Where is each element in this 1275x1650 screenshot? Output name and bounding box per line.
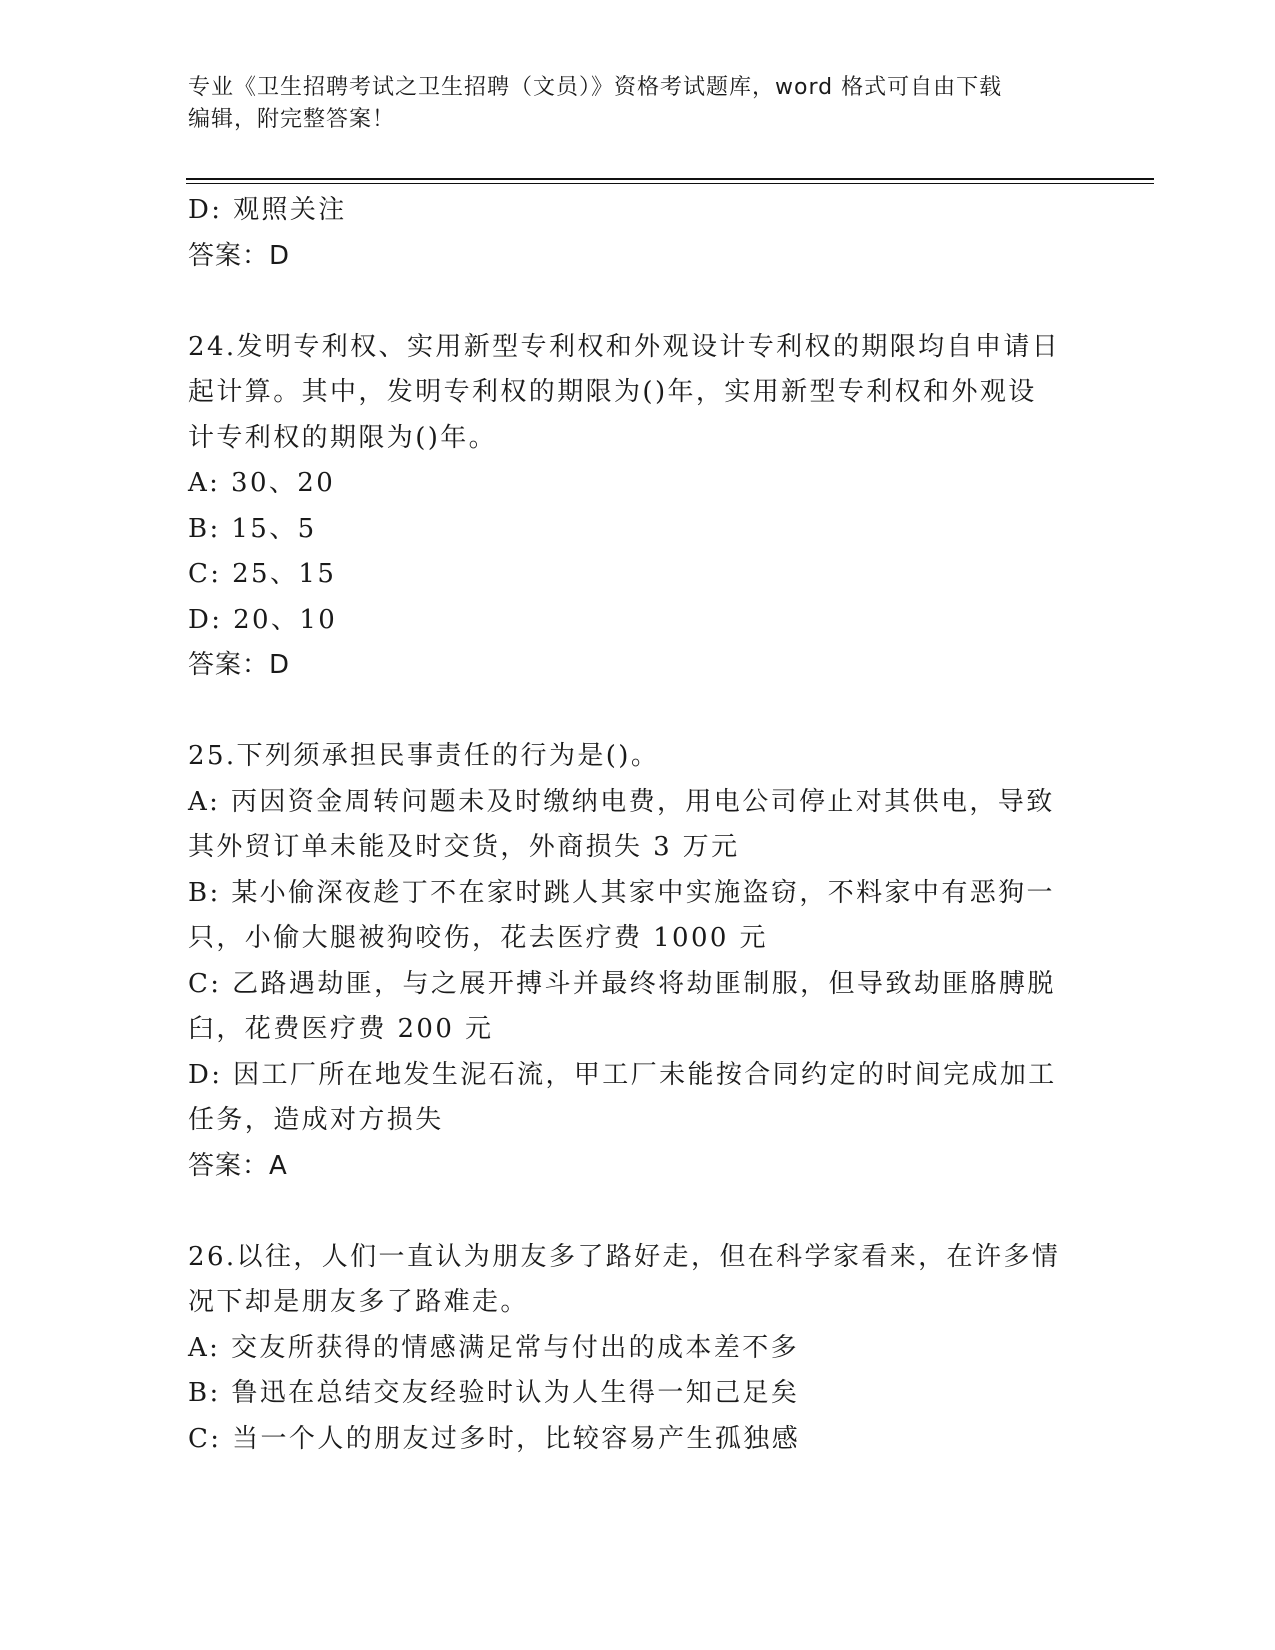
spacer [188,1189,1088,1235]
option-d: D: 观照关注 [188,195,347,225]
question-stem-line: 25.下列须承担民事责任的行为是()。 [188,741,660,771]
question-stem-line: 起计算。其中，发明专利权的期限为()年，实用新型专利权和外观设 [188,377,1037,407]
header-line-2: 编辑，附完整答案！ [188,107,396,132]
question-24 [188,325,1088,689]
answer-line: 答案：D [188,650,291,680]
option-a-line-2: 其外贸订单未能及时交货，外商损失 3 万元 [188,832,740,862]
page-header [188,72,1088,136]
option-b-line-2: 只，小偷大腿被狗咬伤，花去医疗费 1000 元 [188,923,768,953]
question-stem-line: 26.以往，人们一直认为朋友多了路好走，但在科学家看来，在许多情 [188,1241,1061,1272]
option-b-line-1: B: 某小偷深夜趁丁不在家时跳人其家中实施盗窃，不料家中有恶狗一 [188,877,1055,908]
option-b: B: 15、5 [188,513,317,544]
option-d-line-2: 任务，造成对方损失 [188,1105,444,1135]
question-stem-line: 计专利权的期限为()年。 [188,422,498,453]
option-d: D: 20、10 [188,604,338,635]
question-25 [188,734,1088,1189]
question-content [188,188,1088,1462]
spacer [188,279,1088,325]
answer-line: 答案：A [188,1150,288,1181]
option-b: B: 鲁迅在总结交友经验时认为人生得一知己足矣 [188,1378,800,1408]
option-c: C: 25、15 [188,559,337,589]
answer-line: 答案：D [188,240,291,271]
header-line-1: 专业《卫生招聘考试之卫生招聘（文员）》资格考试题库，word 格式可自由下载 [188,75,1003,100]
spacer [188,689,1088,735]
option-d-line-1: D: 因工厂所在地发生泥石流，甲工厂未能按合同约定的时间完成加工 [188,1059,1057,1090]
option-c-line-1: C: 乙路遇劫匪，与之展开搏斗并最终将劫匪制服，但导致劫匪胳膊脱 [188,968,1056,999]
question-stem-line: 24.发明专利权、实用新型专利权和外观设计专利权的期限均自申请日 [188,331,1061,362]
option-a-line-1: A: 丙因资金周转问题未及时缴纳电费，用电公司停止对其供电，导致 [188,786,1055,817]
question-stem-line: 况下却是朋友多了路难走。 [188,1287,529,1317]
header-divider-thick [186,178,1154,180]
header-divider-thin [186,183,1154,184]
question-26 [188,1235,1088,1463]
option-a: A: 交友所获得的情感满足常与付出的成本差不多 [188,1332,800,1363]
option-a: A: 30、20 [188,468,336,498]
option-c: C: 当一个人的朋友过多时，比较容易产生孤独感 [188,1423,801,1454]
option-c-line-2: 臼，花费医疗费 200 元 [188,1014,494,1044]
